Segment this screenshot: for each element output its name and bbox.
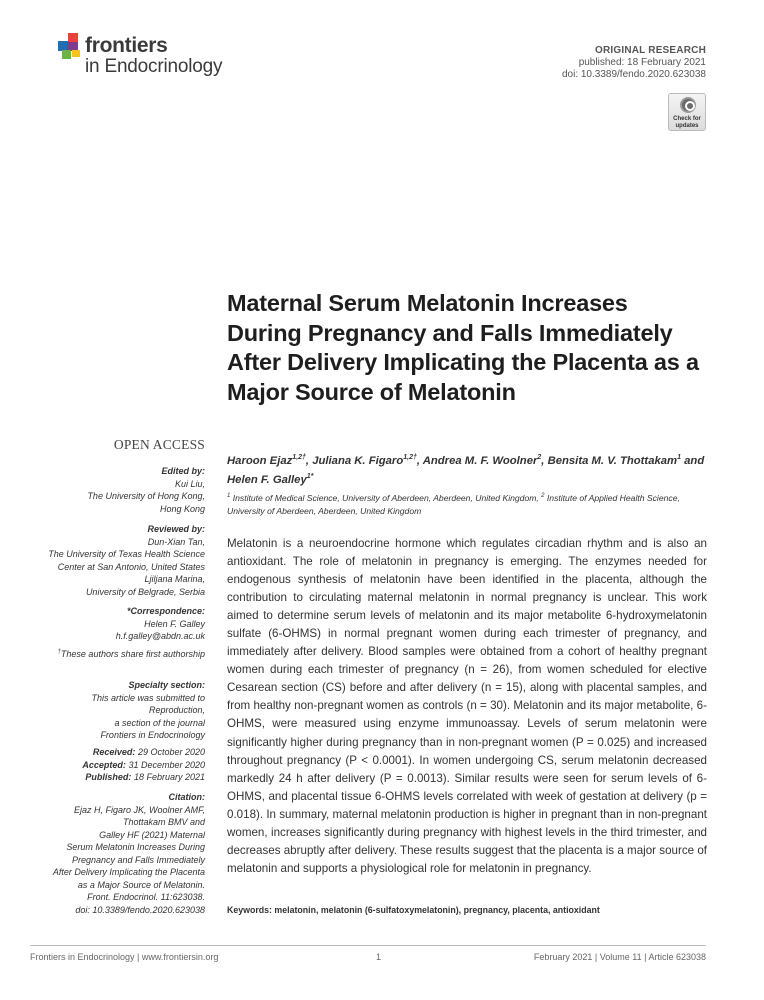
- journal-logo: [58, 33, 238, 79]
- citation-line: Front. Endocrinol. 11:623038.: [87, 892, 205, 902]
- open-access-label: OPEN ACCESS: [113, 437, 205, 452]
- affiliations: [227, 490, 707, 518]
- reviewer-line: Dun-Xian Tan,: [147, 536, 205, 547]
- abstract-text: Melatonin is a neuroendocrine hormone which regulates circadian rhythm and is also an antioxidant. The role of melatonin in pregnancy is emerging. The enzymes needed for endogenous synthesis of melatonin have been identified in the placenta, although the contribution to circulating maternal melatonin in normal pregnancy is unclear. This work aimed to determine serum levels of melatonin and its major metabolite 6-hydroxymelatonin sulfate (6-OHMS) in normal pregnant women during each trimester of pregnancy, and immediately after delivery. Blood samples were obtained from a cohort of healthy pregnant women during each trimester of pregnancy (n = 26), from women scheduled for elective Cesarean section (CS) before and after delivery (n = 15), along with placental samples, and from healthy non-pregnant women as controls (n = 30). Melatonin and its major metabolite, 6-OHMS, were measured using enzyme immunoassay. Levels of serum melatonin were significantly higher during pregnancy than in non-pregnant women (P = 0.025) and increased throughout pregnancy (P < 0.0001). In women undergoing CS, serum melatonin decreased markedly 24 h after delivery (P = 0.0013). Similar results were seen for serum levels of 6-OHMS, and placental tissue 6-OHMS levels correlated with week of gestation at delivery (p = 0.018). In summary, maternal melatonin production is higher in pregnant than in non-pregnant women, increases significantly during pregnancy with highest levels in the third trimester, and decreases abruptly after delivery. These results suggest that the placenta is a major source of melatonin and supports a physiological role for melatonin in pregnancy.: [227, 537, 707, 875]
- specialty-line: This article was submitted to: [91, 692, 205, 703]
- received-heading: Received:: [92, 747, 136, 757]
- specialty-heading: Specialty section:: [128, 680, 205, 690]
- citation-line: Serum Melatonin Increases During: [66, 842, 205, 852]
- check-label-line1: Check for: [673, 116, 701, 122]
- affiliation-text: Institute of Applied Health Science, University of Aberdeen, Aberdeen, United Kingdom: [227, 492, 680, 516]
- reviewer-line: University of Belgrade, Serbia: [85, 586, 205, 597]
- shared-authorship-note: These authors share first authorship: [60, 649, 205, 659]
- footer-volume-info: February 2021 | Volume 11 | Article 623038: [533, 952, 706, 962]
- author-list: Haroon Ejaz$^{1,2\dagger}$, Juliana K. Figaro$^{1,2\dagger}$, Andrea M. F. Woolner$^2$, Bensita M. V. Thottakam$^1$ and Helen F. Galley$^{1*}$: [227, 454, 705, 486]
- author-name[interactable]: Bensita M. V. Thottakam: [547, 454, 678, 467]
- page-number: 1: [376, 952, 382, 962]
- check-for-updates-button[interactable]: [668, 93, 706, 131]
- editor-line: Kui Liu,: [174, 478, 205, 489]
- author-affiliation-mark: 1*: [306, 472, 314, 480]
- author-name[interactable]: Andrea M. F. Woolner: [422, 454, 538, 467]
- correspondence-email-link[interactable]: h.f.galley@abdn.ac.uk: [115, 631, 205, 641]
- article-meta-header: [562, 45, 706, 81]
- sidebar-citation: [30, 791, 205, 916]
- sidebar-correspondence: [30, 605, 205, 643]
- logo-wordmark-frontiers: frontiers: [85, 34, 168, 57]
- edited-by-heading: Edited by:: [161, 466, 205, 476]
- sidebar-specialty: [30, 679, 205, 742]
- check-label-line2: updates: [675, 122, 699, 129]
- citation-doi-link[interactable]: doi: 10.3389/fendo.2020.623038: [75, 904, 205, 915]
- keywords: Keywords: melatonin, melatonin (6-sulfatoxymelatonin), pregnancy, placenta, antioxidant: [227, 905, 600, 915]
- author-name[interactable]: and Helen F. Galley: [227, 454, 705, 486]
- sidebar-shared-authorship: †These authors share first authorship: [57, 649, 205, 659]
- accepted-heading: Accepted:: [82, 759, 126, 770]
- citation-heading: Citation:: [168, 792, 205, 802]
- frontiers-logo-icon: [58, 33, 82, 59]
- affiliation-number: 1: [227, 493, 231, 499]
- specialty-line: Reproduction,: [148, 705, 205, 715]
- specialty-line: a section of the journal: [114, 717, 205, 728]
- footer-divider: [30, 945, 706, 946]
- citation-line: Galley HF (2021) Maternal: [99, 829, 205, 840]
- author-name[interactable]: Juliana K. Figaro: [312, 454, 404, 467]
- citation-line: After Delivery Implicating the Placenta: [52, 867, 205, 877]
- correspondence-heading: *Correspondence:: [126, 606, 205, 616]
- correspondence-name: Helen F. Galley: [144, 618, 205, 629]
- reviewed-by-heading: Reviewed by:: [147, 524, 205, 534]
- editor-line: The University of Hong Kong,: [87, 491, 205, 501]
- specialty-line: Frontiers in Endocrinology: [100, 730, 205, 740]
- reviewer-line: Center at San Antonio, United States: [57, 561, 205, 572]
- sidebar-reviewed-by: [30, 523, 205, 598]
- check-updates-icon: [680, 97, 696, 113]
- published-sidebar-date: 18 February 2021: [133, 772, 205, 782]
- article-title: Maternal Serum Melatonin Increases During Pregnancy and Falls Immediately After Delivery Implicating the Placenta as a Major Source of Melatonin: [227, 290, 699, 405]
- sidebar-edited-by: [30, 465, 205, 515]
- accepted-date: 31 December 2020: [128, 759, 205, 770]
- published-date: published: 18 February 2021: [578, 57, 706, 68]
- citation-line: Thottakam BMV and: [122, 817, 205, 827]
- affiliation-text: Institute of Medical Science, University of Aberdeen, Aberdeen, United Kingdom,: [230, 492, 542, 503]
- affiliation-number: 2: [541, 493, 545, 499]
- published-heading: Published:: [85, 772, 132, 782]
- citation-line: Ejaz H, Figaro JK, Woolner AMF,: [73, 804, 205, 815]
- author-affiliation-mark: 2: [537, 454, 542, 461]
- citation-line: Pregnancy and Falls Immediately: [71, 854, 205, 865]
- footer-journal-link[interactable]: Frontiers in Endocrinology | www.frontiersin.org: [30, 952, 219, 962]
- reviewer-line: The University of Texas Health Science: [48, 549, 205, 559]
- article-type: ORIGINAL RESEARCH: [594, 45, 706, 56]
- editor-line: Hong Kong: [159, 503, 205, 514]
- reviewer-line: Ljiljana Marina,: [144, 574, 205, 584]
- author-affiliation-mark: 1,2†: [292, 454, 306, 461]
- logo-wordmark-journal: in Endocrinology: [85, 56, 223, 77]
- author-affiliation-mark: 1,2†: [403, 454, 417, 461]
- author-affiliation-mark: 1: [677, 454, 681, 461]
- citation-line: as a Major Source of Melatonin.: [77, 879, 205, 890]
- sidebar-dates: [30, 746, 205, 784]
- received-date: 29 October 2020: [137, 747, 205, 757]
- article-doi: doi: 10.3389/fendo.2020.623038: [561, 69, 706, 80]
- author-name[interactable]: Haroon Ejaz: [227, 454, 293, 467]
